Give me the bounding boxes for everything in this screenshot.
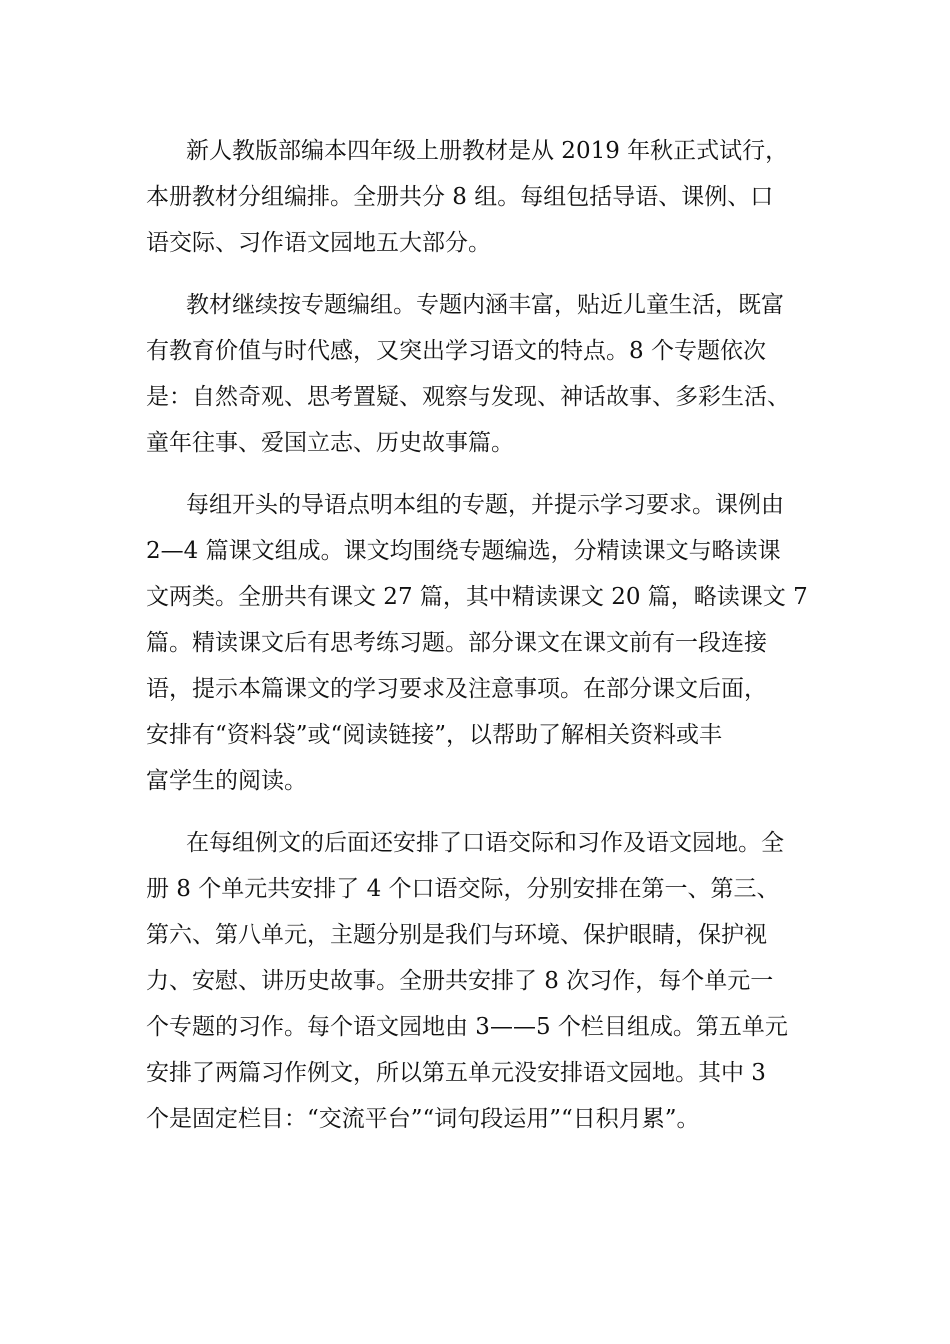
paragraph-1 xyxy=(146,128,826,266)
text-line: 富学生的阅读。 xyxy=(146,768,307,794)
text-line: 是：自然奇观、思考置疑、观察与发现、神话故事、多彩生活、 xyxy=(146,384,790,410)
paragraph-3 xyxy=(146,482,826,804)
text-line: 本册教材分组编排。全册共分 8 组。每组包括导语、课例、口 xyxy=(146,184,774,210)
text-line: 第六、第八单元，主题分别是我们与环境、保护眼睛，保护视 xyxy=(146,922,767,948)
text-line: 个是固定栏目：“交流平台”“词句段运用”“日积月累”。 xyxy=(146,1106,700,1132)
paragraph-2 xyxy=(146,282,826,466)
text-line: 2—4 篇课文组成。课文均围绕专题编选，分精读课文与略读课 xyxy=(146,538,781,564)
text-line: 个专题的习作。每个语文园地由 3——5 个栏目组成。第五单元 xyxy=(146,1014,788,1040)
text-line: 力、安慰、讲历史故事。全册共安排了 8 次习作，每个单元一 xyxy=(146,968,774,994)
document-body xyxy=(146,128,826,1158)
text-line: 有教育价值与时代感，又突出学习语文的特点。8 个专题依次 xyxy=(146,338,766,364)
text-line: 每组开头的导语点明本组的专题，并提示学习要求。课例由 xyxy=(186,492,784,518)
text-line: 册 8 个单元共安排了 4 个口语交际，分别安排在第一、第三、 xyxy=(146,876,780,902)
text-line: 教材继续按专题编组。专题内涵丰富，贴近儿童生活，既富 xyxy=(186,292,784,318)
text-line: 在每组例文的后面还安排了口语交际和习作及语文园地。全 xyxy=(186,830,784,856)
text-line: 文两类。全册共有课文 27 篇，其中精读课文 20 篇，略读课文 7 xyxy=(146,584,808,610)
text-line: 新人教版部编本四年级上册教材是从 2019 年秋正式试行， xyxy=(186,138,789,164)
text-line: 语交际、习作语文园地五大部分。 xyxy=(146,230,491,256)
paragraph-4 xyxy=(146,820,826,1142)
text-line: 安排有“资料袋”或“阅读链接”，以帮助了解相关资料或丰 xyxy=(146,722,723,748)
text-line: 语，提示本篇课文的学习要求及注意事项。在部分课文后面， xyxy=(146,676,767,702)
text-line: 安排了两篇习作例文，所以第五单元没安排语文园地。其中 3 xyxy=(146,1060,766,1086)
text-line: 童年往事、爱国立志、历史故事篇。 xyxy=(146,430,514,456)
text-line: 篇。精读课文后有思考练习题。部分课文在课文前有一段连接 xyxy=(146,630,767,656)
